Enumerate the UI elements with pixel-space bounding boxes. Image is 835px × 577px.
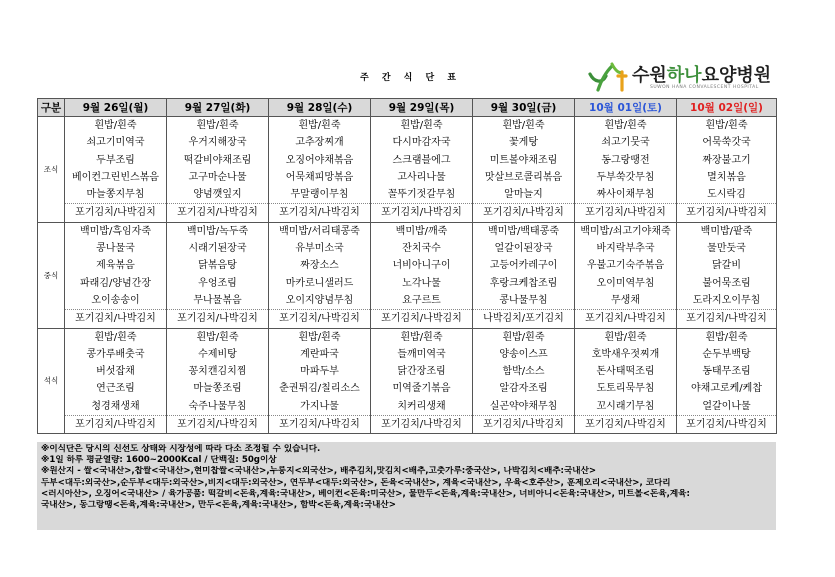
menu-item: 잔치국수 bbox=[402, 243, 441, 255]
menu-item: 마카로니샐러드 bbox=[285, 277, 354, 289]
menu-item: 오이송송이 bbox=[91, 294, 140, 306]
menu-item: 포기김치/나박김치 bbox=[269, 415, 370, 433]
menu-item: 포기김치/나박김치 bbox=[371, 309, 472, 327]
menu-item: 연근조림 bbox=[96, 383, 135, 395]
menu-item: 마늘쫑조림 bbox=[193, 383, 242, 395]
menu-cell bbox=[677, 117, 777, 223]
menu-item: 물만둣국 bbox=[707, 243, 746, 255]
menu-item: 불어묵조림 bbox=[702, 277, 751, 289]
menu-item: 맛살브로콜리볶음 bbox=[484, 171, 563, 183]
menu-item: 도토리묵무침 bbox=[596, 383, 655, 395]
menu-item: 백미밥/백태콩죽 bbox=[488, 225, 559, 237]
menu-item: 포기김치/나박김치 bbox=[575, 203, 676, 221]
menu-item: 콩나물무침 bbox=[499, 294, 548, 306]
menu-item: 백미밥/쇠고기야채죽 bbox=[580, 225, 671, 237]
menu-item: 백미밥/팥죽 bbox=[700, 225, 753, 237]
menu-cell bbox=[575, 328, 677, 434]
menu-cell bbox=[167, 222, 269, 328]
menu-cell bbox=[677, 328, 777, 434]
meal-row bbox=[38, 117, 777, 223]
menu-item: 흰밥/흰죽 bbox=[400, 120, 443, 131]
menu-item: 숙주나물무침 bbox=[188, 400, 247, 412]
day-header: 9월 28일(수) bbox=[269, 99, 371, 117]
day-header: 9월 29일(목) bbox=[371, 99, 473, 117]
menu-item: 춘권튀김/칠리소스 bbox=[279, 383, 360, 395]
note-line: <러시아산>, 오징어<국내산> / 육가공품: 떡갈비<돈육,계육:국내산>, 베이컨<돈육:미국산>, 물만두<돈육,계육:국내산>, 너비아니<돈육:국내산>, 미트볼<돈육,계육: bbox=[41, 488, 690, 499]
menu-item: 무말랭이무침 bbox=[290, 189, 349, 201]
meal-label: 중식 bbox=[38, 222, 65, 328]
menu-item: 흰밥/흰죽 bbox=[604, 331, 647, 343]
menu-item: 파래김/양념간장 bbox=[80, 277, 151, 289]
menu-item: 포기김치/나박김치 bbox=[473, 203, 574, 221]
menu-item: 청경채생채 bbox=[91, 400, 140, 412]
menu-item: 포기김치/나박김치 bbox=[575, 415, 676, 433]
menu-item: 고등어카레구이 bbox=[489, 260, 558, 272]
menu-item: 흰밥/흰죽 bbox=[502, 331, 545, 343]
menu-item: 포기김치/나박김치 bbox=[65, 203, 166, 221]
menu-item: 콩가루배춧국 bbox=[86, 348, 145, 360]
menu-item: 미트볼야채조림 bbox=[489, 154, 558, 166]
menu-item: 포기김치/나박김치 bbox=[167, 203, 268, 221]
notes-box bbox=[37, 442, 776, 530]
menu-item: 포기김치/나박김치 bbox=[167, 415, 268, 433]
menu-item: 제육볶음 bbox=[96, 260, 135, 272]
menu-item: 마늘쫑지무침 bbox=[86, 189, 145, 201]
menu-item: 실곤약야채무침 bbox=[489, 400, 558, 412]
menu-item: 포기김치/나박김치 bbox=[677, 203, 776, 221]
menu-item: 포기김치/나박김치 bbox=[269, 203, 370, 221]
menu-item: 너비아니구이 bbox=[392, 260, 451, 272]
menu-item: 양송이스프 bbox=[499, 348, 548, 360]
meal-row bbox=[38, 328, 777, 434]
menu-item: 오이미역무침 bbox=[596, 277, 655, 289]
menu-item: 포기김치/나박김치 bbox=[473, 415, 574, 433]
menu-item: 동그랑땡전 bbox=[601, 154, 650, 166]
note-line: ※1일 하루 평균열량: 1600~2000Kcal / 단백질: 50g이상 bbox=[41, 455, 277, 466]
logo-mark-icon bbox=[588, 60, 630, 92]
menu-item: 꽃게탕 bbox=[509, 137, 538, 149]
menu-item: 떡갈비야채조림 bbox=[183, 154, 252, 166]
menu-cell bbox=[269, 328, 371, 434]
menu-item: 두부조림 bbox=[96, 154, 135, 166]
menu-item: 치커리생채 bbox=[397, 400, 446, 412]
menu-item: 오징어야채볶음 bbox=[285, 154, 354, 166]
menu-item: 도라지오이무침 bbox=[692, 294, 761, 306]
menu-item: 알감자조림 bbox=[499, 383, 548, 395]
menu-item: 우거지해장국 bbox=[188, 137, 247, 149]
menu-item: 꼬시래기무침 bbox=[596, 400, 655, 412]
menu-item: 포기김치/나박김치 bbox=[677, 309, 776, 327]
menu-item: 닭볶음탕 bbox=[198, 260, 237, 272]
menu-item: 포기김치/나박김치 bbox=[65, 415, 166, 433]
note-line: ※이식단은 당시의 신선도 상태와 시장성에 따라 다소 조정될 수 있습니다. bbox=[41, 444, 321, 454]
menu-item: 마파두부 bbox=[300, 366, 339, 378]
menu-item: 포기김치/나박김치 bbox=[575, 309, 676, 327]
menu-item: 어묵쑥갓국 bbox=[702, 137, 751, 149]
menu-item: 알마늘지 bbox=[504, 189, 543, 201]
day-header: 9월 30일(금) bbox=[473, 99, 575, 117]
menu-cell bbox=[371, 117, 473, 223]
menu-item: 계란파국 bbox=[300, 348, 339, 360]
day-header: 9월 27일(화) bbox=[167, 99, 269, 117]
menu-cell bbox=[65, 328, 167, 434]
menu-item: 백미밥/서리태콩죽 bbox=[279, 225, 360, 237]
menu-item: 고사리나물 bbox=[397, 171, 446, 183]
menu-item: 어묵채피망볶음 bbox=[285, 171, 354, 183]
menu-item: 나박김치/포기김치 bbox=[473, 309, 574, 327]
menu-item: 백미밥/녹두죽 bbox=[186, 225, 249, 237]
meal-row bbox=[38, 222, 777, 328]
menu-item: 유부미소국 bbox=[295, 243, 344, 255]
menu-item: 흰밥/흰죽 bbox=[604, 120, 647, 131]
menu-item: 꽁치캔김치찜 bbox=[188, 366, 247, 378]
page-title: 주 간 식 단 표 bbox=[360, 73, 462, 83]
menu-item: 야채고로케/케찹 bbox=[691, 383, 762, 395]
menu-item: 무나물볶음 bbox=[193, 294, 242, 306]
logo-name: 수원하나요양병원 bbox=[632, 65, 772, 86]
menu-item: 흰밥/흰죽 bbox=[94, 331, 137, 343]
menu-item: 포기김치/나박김치 bbox=[371, 415, 472, 433]
menu-item: 오이지양념무침 bbox=[285, 294, 354, 306]
menu-cell bbox=[65, 117, 167, 223]
menu-cell bbox=[167, 117, 269, 223]
menu-cell bbox=[473, 222, 575, 328]
menu-item: 포기김치/나박김치 bbox=[167, 309, 268, 327]
menu-item: 두부쑥갓무침 bbox=[596, 171, 655, 183]
menu-item: 함박/소스 bbox=[502, 366, 545, 378]
menu-item: 수제비탕 bbox=[198, 348, 237, 360]
menu-item: 짜장불고기 bbox=[702, 154, 751, 166]
menu-item: 백미밥/깨죽 bbox=[395, 225, 448, 237]
menu-item: 바지락부추국 bbox=[596, 243, 655, 255]
menu-item: 고추장찌개 bbox=[295, 137, 344, 149]
menu-item: 돈사태떡조림 bbox=[596, 366, 655, 378]
menu-item: 닭갈비 bbox=[712, 260, 741, 272]
menu-item: 닭간장조림 bbox=[397, 366, 446, 378]
menu-item: 쇠고기미역국 bbox=[86, 137, 145, 149]
menu-item: 우엉조림 bbox=[198, 277, 237, 289]
menu-item: 들깨미역국 bbox=[397, 348, 446, 360]
menu-item: 미역줄기볶음 bbox=[392, 383, 451, 395]
menu-item: 쇠고기뭇국 bbox=[601, 137, 650, 149]
menu-item: 가지나물 bbox=[300, 400, 339, 412]
menu-item: 포기김치/나박김치 bbox=[65, 309, 166, 327]
day-header-saturday: 10월 01일(토) bbox=[575, 99, 677, 117]
menu-cell bbox=[371, 328, 473, 434]
menu-item: 흰밥/흰죽 bbox=[705, 120, 748, 131]
menu-item: 짜사이채무침 bbox=[596, 189, 655, 201]
menu-item: 고구마순나물 bbox=[188, 171, 247, 183]
menu-cell bbox=[677, 222, 777, 328]
menu-item: 포기김치/나박김치 bbox=[269, 309, 370, 327]
menu-item: 백미밥/흑임자죽 bbox=[80, 225, 151, 237]
menu-item: 흰밥/흰죽 bbox=[400, 331, 443, 343]
menu-cell bbox=[473, 117, 575, 223]
menu-item: 요구르트 bbox=[402, 294, 441, 306]
menu-item: 흰밥/흰죽 bbox=[705, 331, 748, 343]
menu-item: 짜장소스 bbox=[300, 260, 339, 272]
menu-item: 흰밥/흰죽 bbox=[502, 120, 545, 131]
menu-item: 흰밥/흰죽 bbox=[196, 120, 239, 131]
meal-label: 조식 bbox=[38, 117, 65, 223]
day-header-sunday: 10월 02일(일) bbox=[677, 99, 777, 117]
menu-item: 꼴뚜기젓갈무침 bbox=[387, 189, 456, 201]
menu-cell bbox=[65, 222, 167, 328]
logo-subtitle: SUWON HANA CONVALESCENT HOSPITAL bbox=[650, 85, 759, 90]
menu-item: 시래기된장국 bbox=[188, 243, 247, 255]
menu-cell bbox=[575, 117, 677, 223]
menu-cell bbox=[269, 222, 371, 328]
note-line: ※원산지 - 쌀<국내산>,찹쌀<국내산>,현미찹쌀<국내산>,누룽지<외국산>, 배추김치,맛김치<배추,고춧가루:중국산>, 나박김치<배추:국내산> bbox=[41, 466, 597, 477]
menu-item: 무생채 bbox=[611, 294, 640, 306]
menu-item: 호박새우젓찌개 bbox=[591, 348, 660, 360]
menu-item: 베이컨그린빈스볶음 bbox=[72, 171, 159, 183]
menu-item: 버섯잡채 bbox=[96, 366, 135, 378]
menu-item: 포기김치/나박김치 bbox=[371, 203, 472, 221]
menu-item: 양념깻잎지 bbox=[193, 189, 242, 201]
menu-item: 스크램블에그 bbox=[392, 154, 451, 166]
menu-item: 순두부백탕 bbox=[702, 348, 751, 360]
note-line: 두부<대두:외국산>,순두부<대두:외국산>,비지<대두:외국산>, 연두부<대두:외국산>, 돈육<국내산>, 계육<국내산>, 우육<호주산>, 훈제오리<국내산>, 코다리 bbox=[41, 477, 671, 488]
corner-label: 구분 bbox=[38, 99, 65, 117]
weekly-menu-table bbox=[37, 98, 777, 434]
menu-cell bbox=[269, 117, 371, 223]
menu-item: 흰밥/흰죽 bbox=[94, 120, 137, 131]
menu-item: 흰밥/흰죽 bbox=[298, 331, 341, 343]
menu-item: 얼갈이된장국 bbox=[494, 243, 553, 255]
menu-item: 멸치볶음 bbox=[707, 171, 746, 183]
menu-cell bbox=[575, 222, 677, 328]
note-line: 국내산>, 동그랑땡<돈육,계육:국내산>, 만두<돈육,계육:국내산>, 함박<돈육,계육:국내산> bbox=[41, 500, 396, 511]
menu-item: 포기김치/나박김치 bbox=[677, 415, 776, 433]
hospital-logo bbox=[588, 60, 788, 94]
menu-item: 다시마감자국 bbox=[392, 137, 451, 149]
menu-item: 후랑크케찹조림 bbox=[489, 277, 558, 289]
menu-cell bbox=[473, 328, 575, 434]
day-header: 9월 26일(월) bbox=[65, 99, 167, 117]
menu-item: 콩나물국 bbox=[96, 243, 135, 255]
header-row bbox=[38, 99, 777, 117]
menu-item: 흰밥/흰죽 bbox=[196, 331, 239, 343]
menu-item: 동태무조림 bbox=[702, 366, 751, 378]
menu-item: 우불고기숙주볶음 bbox=[586, 260, 665, 272]
menu-cell bbox=[167, 328, 269, 434]
menu-item: 도시락김 bbox=[707, 189, 746, 201]
meal-label: 석식 bbox=[38, 328, 65, 434]
menu-item: 얼갈이나물 bbox=[702, 400, 751, 412]
menu-cell bbox=[371, 222, 473, 328]
menu-item: 노각나물 bbox=[402, 277, 441, 289]
menu-item: 흰밥/흰죽 bbox=[298, 120, 341, 131]
